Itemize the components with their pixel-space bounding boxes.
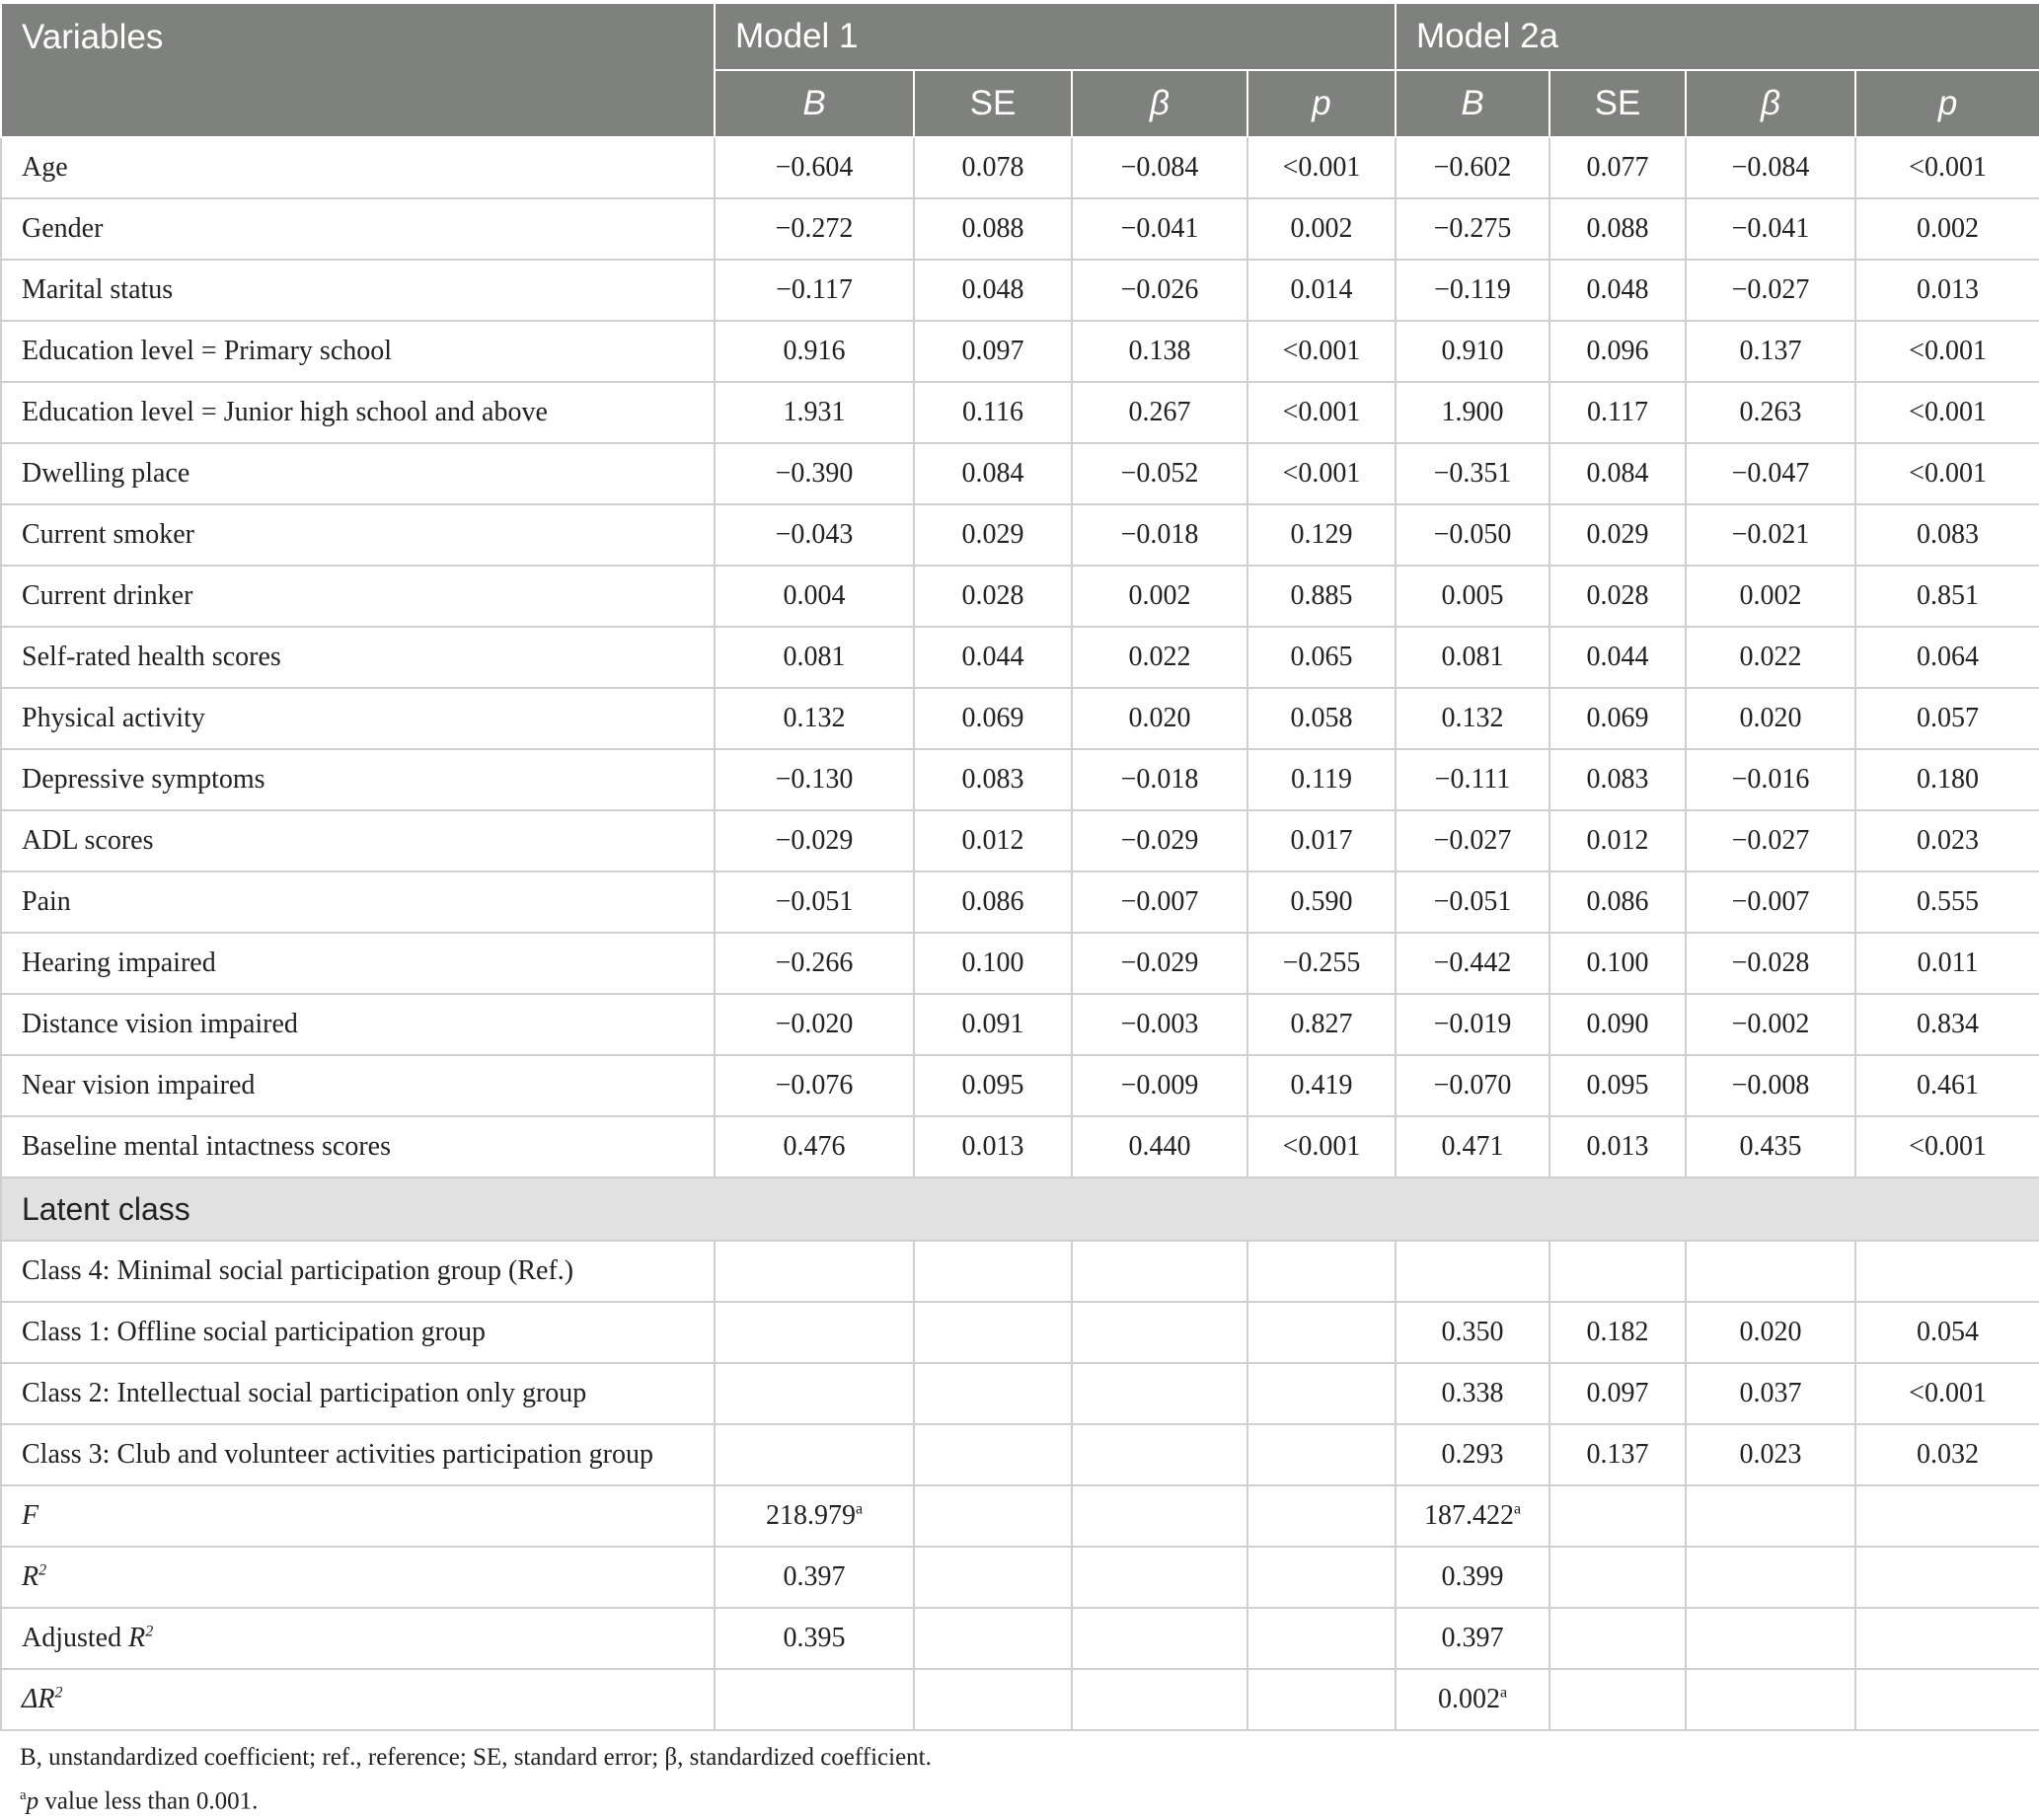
row-label: Pain [1, 872, 715, 933]
section-latent-class: Latent class [1, 1177, 2039, 1241]
cell-m2-b: 0.910 [1396, 321, 1549, 382]
cell-m2-p: <0.001 [1855, 321, 2039, 382]
covariate-row [1, 260, 2039, 321]
cell-m2-p: <0.001 [1855, 1116, 2039, 1177]
cell-m2-beta: 0.020 [1686, 1302, 1855, 1363]
row-label: ADL scores [1, 810, 715, 872]
row-label: Distance vision impaired [1, 994, 715, 1055]
cell-m2-b: −0.442 [1396, 933, 1549, 994]
cell-m1-p [1247, 1363, 1396, 1424]
cell-m2-se: 0.137 [1549, 1424, 1686, 1485]
row-label: Self-rated health scores [1, 627, 715, 688]
stat-r2-m1: 0.397 [715, 1547, 914, 1608]
cell-m1-p: <0.001 [1247, 321, 1396, 382]
cell-m2-beta: −0.021 [1686, 504, 1855, 566]
covariate-row [1, 198, 2039, 260]
cell-m2-se: 0.088 [1549, 198, 1686, 260]
cell-m2-beta: 0.263 [1686, 382, 1855, 443]
header-m2-se: SE [1549, 70, 1686, 137]
cell-m1-se: 0.086 [914, 872, 1072, 933]
cell-m1-p [1247, 1424, 1396, 1485]
cell-m1-se: 0.091 [914, 994, 1072, 1055]
cell-m2-se: 0.100 [1549, 933, 1686, 994]
cell-m2-p: <0.001 [1855, 137, 2039, 198]
stat-adj-r2-m2: 0.397 [1396, 1608, 1549, 1669]
cell-m1-p: 0.014 [1247, 260, 1396, 321]
stat-label-f: F [1, 1485, 715, 1547]
table-body-stats [1, 1485, 2039, 1730]
cell-m2-se: 0.012 [1549, 810, 1686, 872]
cell-m2-b: 0.005 [1396, 566, 1549, 627]
cell-m1-p [1247, 1241, 1396, 1302]
table-body-covariates [1, 137, 2039, 1177]
cell-m2-se: 0.044 [1549, 627, 1686, 688]
cell-m1-se: 0.100 [914, 933, 1072, 994]
cell-m2-se: 0.013 [1549, 1116, 1686, 1177]
covariate-row [1, 1055, 2039, 1116]
latent-class-row [1, 1241, 2039, 1302]
header-m1-b: B [715, 70, 914, 137]
cell-m2-p: 0.180 [1855, 749, 2039, 810]
cell-m2-p: <0.001 [1855, 382, 2039, 443]
cell-m1-b: −0.020 [715, 994, 914, 1055]
cell-m1-p: 0.002 [1247, 198, 1396, 260]
cell-m2-b: −0.019 [1396, 994, 1549, 1055]
cell-m2-beta: −0.028 [1686, 933, 1855, 994]
cell-m1-se [914, 1424, 1072, 1485]
cell-m2-p: 0.461 [1855, 1055, 2039, 1116]
stat-label-adjusted-r2: Adjusted $R^2$ [1, 1608, 715, 1669]
covariate-row [1, 443, 2039, 504]
cell-m1-p: 0.058 [1247, 688, 1396, 749]
row-label: Current smoker [1, 504, 715, 566]
cell-m2-se: 0.097 [1549, 1363, 1686, 1424]
cell-m1-b: −0.043 [715, 504, 914, 566]
cell-m1-p: <0.001 [1247, 137, 1396, 198]
cell-m2-se: 0.028 [1549, 566, 1686, 627]
stats-row-adjusted-r2 [1, 1608, 2039, 1669]
cell-m1-beta [1072, 1424, 1247, 1485]
cell-m2-beta: 0.137 [1686, 321, 1855, 382]
row-label: Age [1, 137, 715, 198]
stat-delta-r2-m1 [715, 1669, 914, 1730]
cell-m1-beta: 0.138 [1072, 321, 1247, 382]
cell-m1-b: −0.604 [715, 137, 914, 198]
cell-m2-b [1396, 1241, 1549, 1302]
cell-m1-b: 0.916 [715, 321, 914, 382]
row-label: Education level = Junior high school and above [1, 382, 715, 443]
row-label: Class 3: Club and volunteer activities participation group [1, 1424, 715, 1485]
cell-m2-b: −0.119 [1396, 260, 1549, 321]
covariate-row [1, 504, 2039, 566]
cell-m1-beta: 0.440 [1072, 1116, 1247, 1177]
cell-m2-p: <0.001 [1855, 443, 2039, 504]
regression-table [0, 4, 2039, 1731]
cell-m2-se: 0.084 [1549, 443, 1686, 504]
cell-m2-beta: −0.008 [1686, 1055, 1855, 1116]
covariate-row [1, 749, 2039, 810]
cell-m2-b: −0.070 [1396, 1055, 1549, 1116]
cell-m1-b: −0.130 [715, 749, 914, 810]
cell-m1-b: 0.476 [715, 1116, 914, 1177]
cell-m2-se [1549, 1241, 1686, 1302]
covariate-row [1, 872, 2039, 933]
cell-m2-beta: 0.002 [1686, 566, 1855, 627]
cell-m1-beta: 0.020 [1072, 688, 1247, 749]
row-label: Current drinker [1, 566, 715, 627]
cell-m2-p: <0.001 [1855, 1363, 2039, 1424]
latent-class-row [1, 1302, 2039, 1363]
cell-m1-beta: −0.018 [1072, 504, 1247, 566]
stat-f-m2: 187.422$^a$ [1396, 1485, 1549, 1547]
header-m2-p: p [1855, 70, 2039, 137]
cell-m2-se: 0.090 [1549, 994, 1686, 1055]
row-label: Dwelling place [1, 443, 715, 504]
cell-m2-beta: 0.023 [1686, 1424, 1855, 1485]
cell-m1-se: 0.028 [914, 566, 1072, 627]
cell-m1-b: −0.117 [715, 260, 914, 321]
covariate-row [1, 810, 2039, 872]
cell-m1-se: 0.029 [914, 504, 1072, 566]
footnote-abbreviations: B, unstandardized coefficient; ref., reference; SE, standard error; β, standardized coefficient. [20, 1744, 932, 1771]
cell-m2-beta: −0.027 [1686, 810, 1855, 872]
header-model-1: Model 1 [715, 4, 1396, 70]
cell-m1-p: 0.419 [1247, 1055, 1396, 1116]
cell-m1-se: 0.084 [914, 443, 1072, 504]
stats-row-delta-r2 [1, 1669, 2039, 1730]
cell-m1-p: −0.255 [1247, 933, 1396, 994]
covariate-row [1, 137, 2039, 198]
covariate-row [1, 627, 2039, 688]
cell-m2-b: −0.050 [1396, 504, 1549, 566]
row-label: Class 2: Intellectual social participation only group [1, 1363, 715, 1424]
cell-m2-se: 0.182 [1549, 1302, 1686, 1363]
cell-m2-p: 0.011 [1855, 933, 2039, 994]
cell-m1-se: 0.088 [914, 198, 1072, 260]
row-label: Depressive symptoms [1, 749, 715, 810]
cell-m1-p: 0.129 [1247, 504, 1396, 566]
cell-m1-b [715, 1363, 914, 1424]
stat-label-r2: $R^2$ [1, 1547, 715, 1608]
cell-m1-beta: −0.029 [1072, 810, 1247, 872]
cell-m1-p: 0.017 [1247, 810, 1396, 872]
cell-m2-b: −0.111 [1396, 749, 1549, 810]
cell-m1-beta: 0.002 [1072, 566, 1247, 627]
cell-m2-se: 0.083 [1549, 749, 1686, 810]
cell-m1-se: 0.069 [914, 688, 1072, 749]
cell-m1-beta: −0.018 [1072, 749, 1247, 810]
cell-m2-se: 0.095 [1549, 1055, 1686, 1116]
cell-m2-b: 0.350 [1396, 1302, 1549, 1363]
covariate-row [1, 321, 2039, 382]
header-m2-beta: β [1686, 70, 1855, 137]
cell-m1-beta: 0.267 [1072, 382, 1247, 443]
cell-m2-b: 0.338 [1396, 1363, 1549, 1424]
cell-m1-se [914, 1363, 1072, 1424]
cell-m2-se: 0.069 [1549, 688, 1686, 749]
cell-m2-se: 0.086 [1549, 872, 1686, 933]
cell-m1-b: −0.390 [715, 443, 914, 504]
row-label: Near vision impaired [1, 1055, 715, 1116]
cell-m1-b: −0.266 [715, 933, 914, 994]
cell-m1-p [1247, 1302, 1396, 1363]
footnote-significance: $^a$p value less than 0.001. [20, 1787, 259, 1815]
cell-m1-beta: −0.026 [1072, 260, 1247, 321]
cell-m1-b: −0.051 [715, 872, 914, 933]
cell-m1-se: 0.116 [914, 382, 1072, 443]
cell-m1-beta: −0.041 [1072, 198, 1247, 260]
cell-m1-se [914, 1241, 1072, 1302]
row-label: Education level = Primary school [1, 321, 715, 382]
cell-m2-p: 0.057 [1855, 688, 2039, 749]
cell-m2-beta: 0.022 [1686, 627, 1855, 688]
cell-m1-p: 0.885 [1247, 566, 1396, 627]
header-model-2a: Model 2a [1396, 4, 2039, 70]
latent-class-row [1, 1424, 2039, 1485]
cell-m1-beta [1072, 1363, 1247, 1424]
cell-m2-p: 0.834 [1855, 994, 2039, 1055]
cell-m2-b: −0.351 [1396, 443, 1549, 504]
cell-m2-p: 0.083 [1855, 504, 2039, 566]
cell-m2-beta: −0.084 [1686, 137, 1855, 198]
cell-m2-p: 0.555 [1855, 872, 2039, 933]
cell-m2-b: −0.051 [1396, 872, 1549, 933]
cell-m1-se: 0.097 [914, 321, 1072, 382]
cell-m1-beta: 0.022 [1072, 627, 1247, 688]
cell-m1-beta: −0.029 [1072, 933, 1247, 994]
stat-f-m1: 218.979$^a$ [715, 1485, 914, 1547]
cell-m1-p: 0.119 [1247, 749, 1396, 810]
header-variables: Variables [1, 4, 715, 137]
cell-m2-beta: −0.041 [1686, 198, 1855, 260]
covariate-row [1, 382, 2039, 443]
cell-m2-beta: −0.027 [1686, 260, 1855, 321]
latent-class-row [1, 1363, 2039, 1424]
cell-m1-b: −0.076 [715, 1055, 914, 1116]
cell-m2-b: 0.081 [1396, 627, 1549, 688]
stat-r2-m2: 0.399 [1396, 1547, 1549, 1608]
cell-m2-b: −0.027 [1396, 810, 1549, 872]
cell-m1-b [715, 1302, 914, 1363]
stats-row-r2 [1, 1547, 2039, 1608]
table-body-latent [1, 1241, 2039, 1485]
cell-m1-beta: −0.009 [1072, 1055, 1247, 1116]
cell-m1-se: 0.078 [914, 137, 1072, 198]
cell-m2-beta: 0.020 [1686, 688, 1855, 749]
cell-m1-beta: −0.052 [1072, 443, 1247, 504]
cell-m1-p: 0.065 [1247, 627, 1396, 688]
cell-m2-b: 1.900 [1396, 382, 1549, 443]
cell-m1-se: 0.048 [914, 260, 1072, 321]
cell-m2-beta: −0.047 [1686, 443, 1855, 504]
cell-m2-beta [1686, 1241, 1855, 1302]
covariate-row [1, 994, 2039, 1055]
cell-m1-beta [1072, 1302, 1247, 1363]
cell-m1-b: 1.931 [715, 382, 914, 443]
cell-m1-p: 0.827 [1247, 994, 1396, 1055]
cell-m1-b [715, 1424, 914, 1485]
cell-m2-se: 0.117 [1549, 382, 1686, 443]
cell-m1-p: <0.001 [1247, 443, 1396, 504]
cell-m2-p: 0.054 [1855, 1302, 2039, 1363]
stat-delta-r2-m2: 0.002$^a$ [1396, 1669, 1549, 1730]
cell-m2-se: 0.077 [1549, 137, 1686, 198]
cell-m1-b: −0.029 [715, 810, 914, 872]
covariate-row [1, 688, 2039, 749]
cell-m1-b [715, 1241, 914, 1302]
cell-m2-beta: −0.007 [1686, 872, 1855, 933]
cell-m1-beta: −0.003 [1072, 994, 1247, 1055]
cell-m1-p: <0.001 [1247, 1116, 1396, 1177]
cell-m1-b: 0.132 [715, 688, 914, 749]
cell-m1-se: 0.083 [914, 749, 1072, 810]
cell-m2-p: 0.002 [1855, 198, 2039, 260]
cell-m1-beta: −0.007 [1072, 872, 1247, 933]
covariate-row [1, 566, 2039, 627]
stat-label-delta-r2: $\Delta R^2$ [1, 1669, 715, 1730]
cell-m2-beta: 0.435 [1686, 1116, 1855, 1177]
cell-m2-p [1855, 1241, 2039, 1302]
stats-row-f [1, 1485, 2039, 1547]
cell-m2-se: 0.029 [1549, 504, 1686, 566]
row-label: Baseline mental intactness scores [1, 1116, 715, 1177]
cell-m1-b: 0.081 [715, 627, 914, 688]
row-label: Physical activity [1, 688, 715, 749]
cell-m1-p: <0.001 [1247, 382, 1396, 443]
cell-m2-b: −0.275 [1396, 198, 1549, 260]
cell-m1-se: 0.095 [914, 1055, 1072, 1116]
row-label: Hearing impaired [1, 933, 715, 994]
cell-m1-se: 0.013 [914, 1116, 1072, 1177]
cell-m1-se [914, 1302, 1072, 1363]
cell-m2-p: 0.023 [1855, 810, 2039, 872]
cell-m2-beta: 0.037 [1686, 1363, 1855, 1424]
header-m2-b: B [1396, 70, 1549, 137]
cell-m1-b: −0.272 [715, 198, 914, 260]
row-label: Class 4: Minimal social participation group (Ref.) [1, 1241, 715, 1302]
cell-m2-beta: −0.002 [1686, 994, 1855, 1055]
cell-m1-se: 0.012 [914, 810, 1072, 872]
table-footnotes [20, 1739, 932, 1820]
row-label: Marital status [1, 260, 715, 321]
covariate-row [1, 1116, 2039, 1177]
cell-m2-p: 0.013 [1855, 260, 2039, 321]
cell-m1-p: 0.590 [1247, 872, 1396, 933]
cell-m2-beta: −0.016 [1686, 749, 1855, 810]
cell-m2-b: 0.132 [1396, 688, 1549, 749]
row-label: Gender [1, 198, 715, 260]
stat-adj-r2-m1: 0.395 [715, 1608, 914, 1669]
cell-m1-se: 0.044 [914, 627, 1072, 688]
cell-m2-p: 0.032 [1855, 1424, 2039, 1485]
cell-m1-beta [1072, 1241, 1247, 1302]
cell-m2-b: 0.471 [1396, 1116, 1549, 1177]
table-header [1, 4, 2039, 137]
row-label: Class 1: Offline social participation group [1, 1302, 715, 1363]
cell-m2-b: −0.602 [1396, 137, 1549, 198]
cell-m2-p: 0.851 [1855, 566, 2039, 627]
header-m1-beta: β [1072, 70, 1247, 137]
covariate-row [1, 933, 2039, 994]
cell-m2-b: 0.293 [1396, 1424, 1549, 1485]
cell-m2-p: 0.064 [1855, 627, 2039, 688]
header-m1-p: p [1247, 70, 1396, 137]
table-body-latent-header [1, 1177, 2039, 1241]
cell-m1-b: 0.004 [715, 566, 914, 627]
header-m1-se: SE [914, 70, 1072, 137]
cell-m1-beta: −0.084 [1072, 137, 1247, 198]
cell-m2-se: 0.048 [1549, 260, 1686, 321]
cell-m2-se: 0.096 [1549, 321, 1686, 382]
